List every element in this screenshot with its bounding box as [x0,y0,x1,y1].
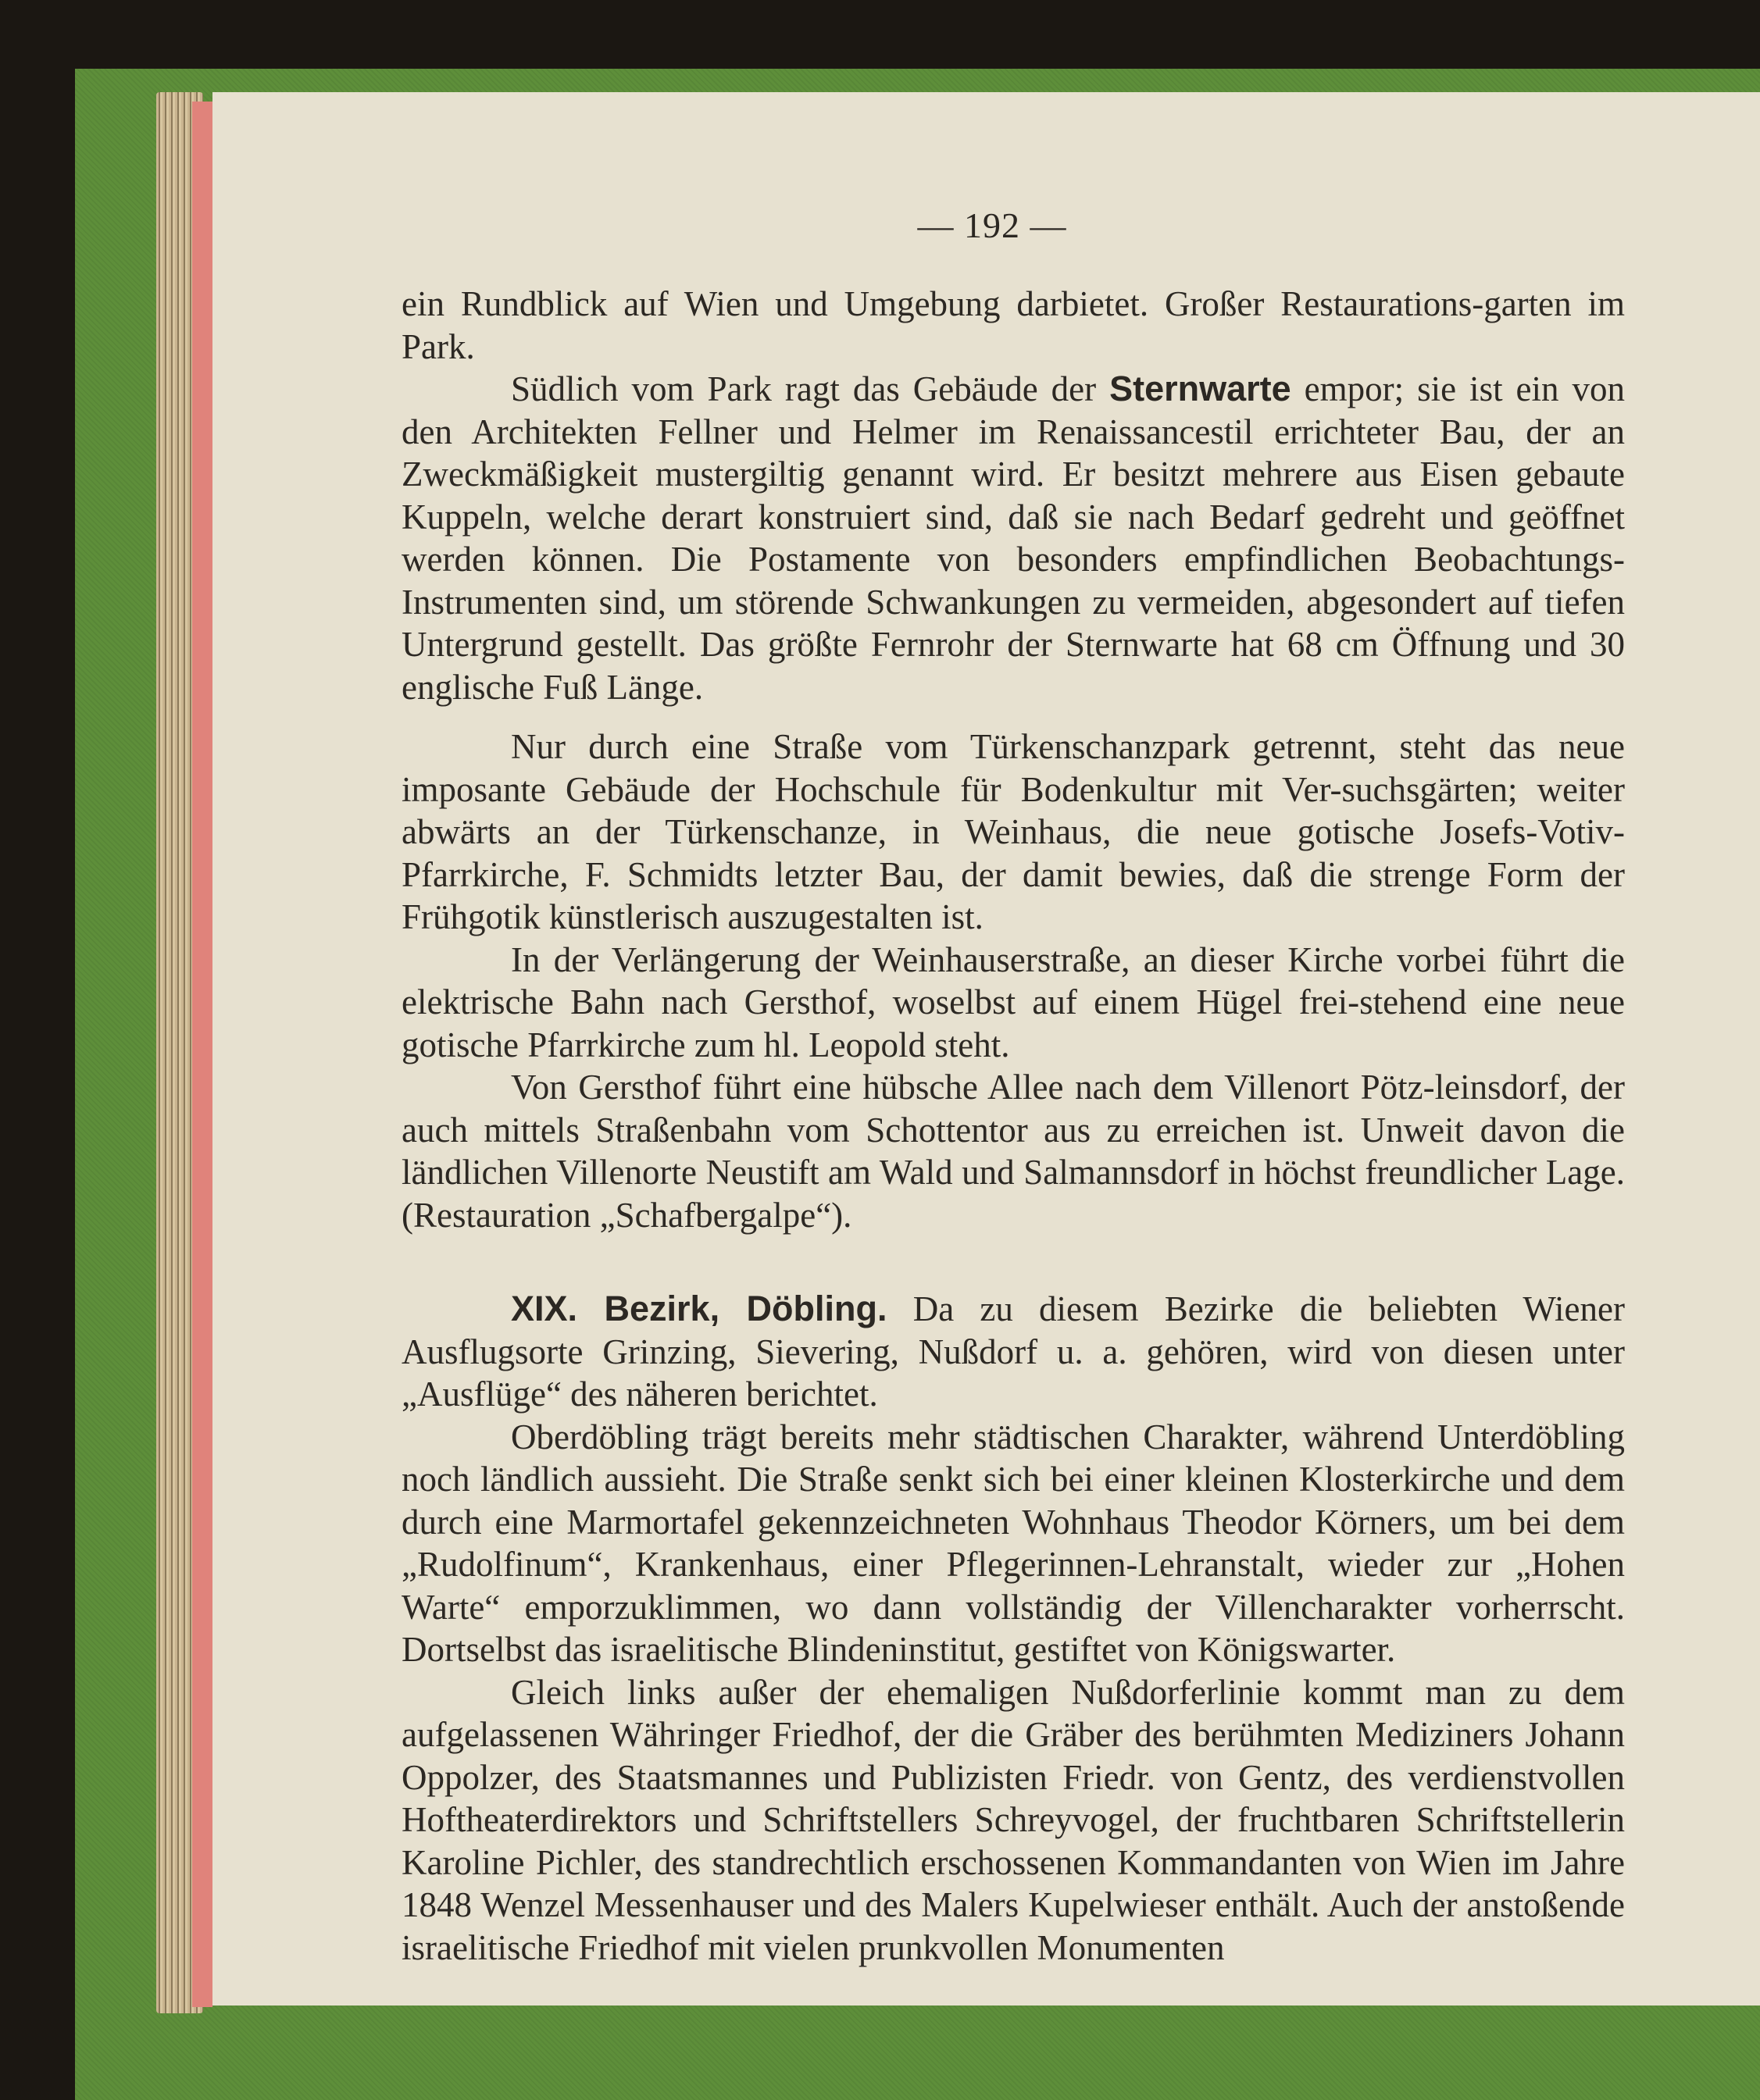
paragraph-8: Gleich links außer der ehemaligen Nußdorferlinie kommt man zu dem aufgelassenen Währinger Friedhof, der die Gräber des berühmten Mediziners Johann Oppolzer, des Staatsmannes und Publizisten Friedr. von Gentz, des verdienstvollen Hoftheaterdirektors und Schriftstellers Schreyvogel, der fruchtbaren Schriftstellerin Karoline Pichler, des standrechtlich erschossenen Kommandanten von Wien im Jahre 1848 Wenzel Messenhauser und des Malers Kupelwieser enthält. Auch der anstoßende israelitische Friedhof mit vielen prunkvollen Monumenten [402,1672,1625,1967]
page-text [402,283,1625,1969]
paragraph-5: Von Gersthof führt eine hübsche Allee nach dem Villenort Pötz-leinsdorf, der auch mittels Straßenbahn vom Schottentor aus zu erreichen ist. Unweit davon die ländlichen Villenorte Neustift am Wald und Salmannsdorf in höchst freundlicher Lage. (Restauration „Schafbergalpe“). [402,1068,1625,1235]
sternwarte-heading: Sternwarte [1109,369,1291,408]
district-heading: XIX. Bezirk, Döbling. [511,1289,887,1328]
paragraph-2 [402,368,1625,708]
paragraph-2-lead: Südlich vom Park ragt das Gebäude der [511,369,1110,408]
red-page-edge [192,102,212,2007]
paragraph-7: Oberdöbling trägt bereits mehr städtischen Charakter, während Unterdöbling noch ländlich aussieht. Die Straße senkt sich bei einer kleinen Klosterkirche und dem durch eine Marmortafel gekennzeichneten Wohnhaus Theodor Körners, um bei dem „Rudolfinum“, Krankenhaus, einer Pflegerinnen-Lehranstalt, wieder zur „Hohen Warte“ emporzuklimmen, wo dann vollständig der Villencharakter vorherrscht. Dortselbst das israelitische Blindeninstitut, gestiftet von Königswarter. [402,1417,1625,1669]
page-number: — 192 — [917,205,1067,245]
paragraph-1: ein Rundblick auf Wien und Umgebung darbietet. Großer Restaurations-garten im Park. [402,284,1625,366]
paragraph-6-body: Da zu diesem Bezirke die beliebten Wiener Ausflugsorte Grinzing, Sievering, Nußdorf u. a. gehören, wird von diesen unter „Ausflüge“ des näheren berichtet. [402,1289,1625,1414]
paragraph-4: In der Verlängerung der Weinhauserstraße, an dieser Kirche vorbei führt die elektrische Bahn nach Gersthof, woselbst auf einem Hügel frei-stehend eine neue gotische Pfarrkirche zum hl. Leopold steht. [402,939,1625,1064]
paragraph-3: Nur durch eine Straße vom Türkenschanzpark getrennt, steht das neue imposante Gebäude der Hochschule für Bodenkultur mit Ver-suchsgärten; weiter abwärts an der Türkenschanze, in Weinhaus, die neue gotische Josefs-Votiv-Pfarrkirche, F. Schmidts letzter Bau, der damit bewies, daß die strenge Form der Frühgotik künstlerisch auszugestalten ist. [402,727,1625,936]
paragraph-6 [402,1288,1625,1416]
paragraph-2-body: empor; sie ist ein von den Architekten Fellner und Helmer im Renaissancestil errichteter Bau, der an Zweckmäßigkeit mustergiltig genannt wird. Er besitzt mehrere aus Eisen gebaute Kuppeln, welche derart konstruiert sind, daß sie nach Bedarf gedreht und geöffnet werden können. Die Postamente von besonders empfindlichen Beobachtungs-Instrumenten sind, um störende Schwankungen zu vermeiden, abgesondert auf tiefen Untergrund gestellt. Das größte Fernrohr der Sternwarte hat 68 cm Öffnung und 30 englische Fuß Länge. [402,369,1625,707]
